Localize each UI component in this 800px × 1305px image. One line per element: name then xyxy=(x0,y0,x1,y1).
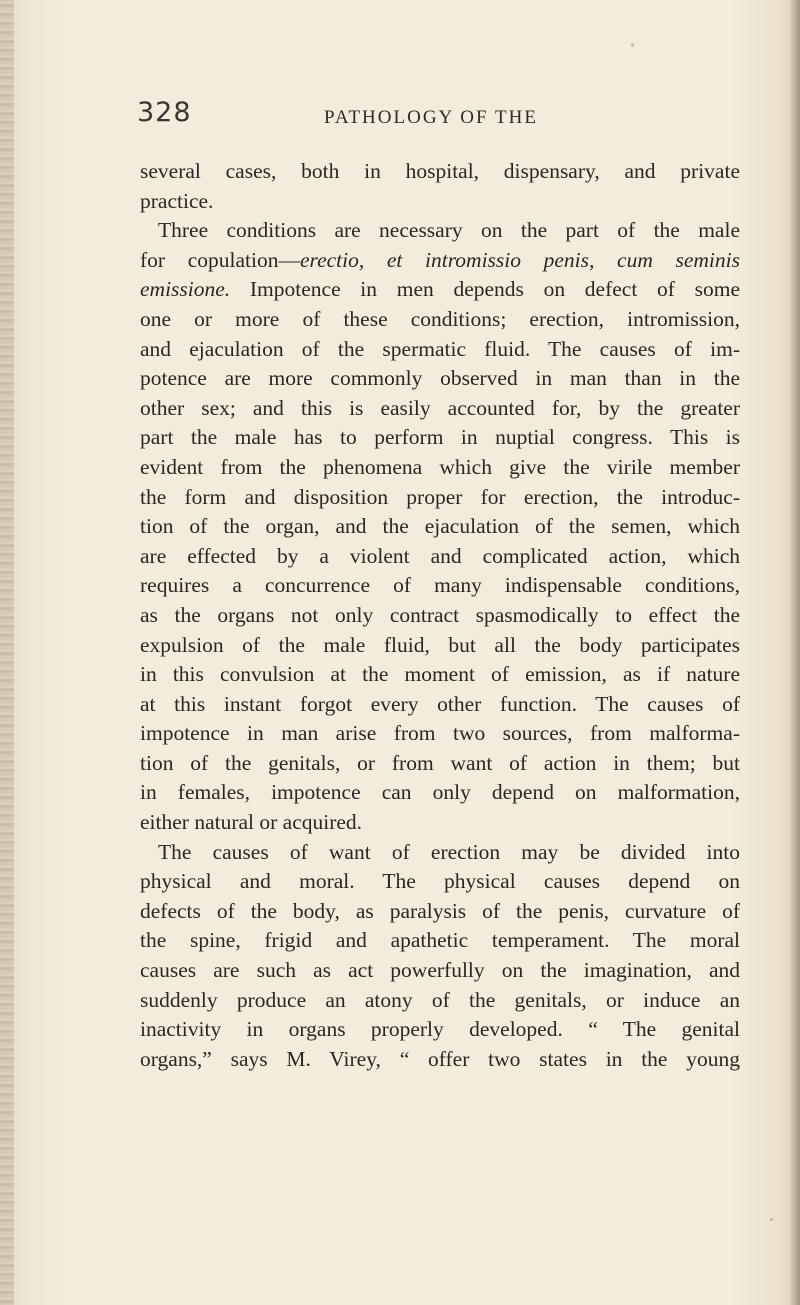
page-edge-right xyxy=(790,0,800,1305)
text-line: other sex; and this is easily accounted for, by the greater xyxy=(140,395,740,420)
page-edge-left xyxy=(0,0,14,1305)
running-title: PATHOLOGY OF THE xyxy=(324,107,538,128)
page-number: 328 xyxy=(137,97,192,128)
text-line: as the organs not only contract spasmodically to effect the xyxy=(140,602,740,627)
text-line: in females, impotence can only depend on malformation, xyxy=(140,780,740,805)
text-line: impotence in man arise from two sources, from malforma- xyxy=(140,721,740,746)
text-run: for copulation— xyxy=(140,247,300,272)
text-line: The causes of want of erection may be divided into xyxy=(158,839,740,864)
text-line: either natural or acquired. xyxy=(140,810,363,835)
text-line: the spine, frigid and apathetic temperament. The moral xyxy=(140,928,740,953)
text-line xyxy=(140,246,740,276)
paper-speck xyxy=(631,43,634,47)
italic-text: erectio, et intromissio penis, cum seminis xyxy=(299,247,740,272)
paper-speck xyxy=(770,1218,773,1221)
text-line: practice. xyxy=(140,188,214,213)
text-line: and ejaculation of the spermatic fluid. The causes of im- xyxy=(140,336,740,361)
text-line: are effected by a violent and complicated action, which xyxy=(140,543,740,568)
text-line: tion of the organ, and the ejaculation of the semen, which xyxy=(140,514,740,539)
text-line: at this instant forgot every other function. The causes of xyxy=(140,691,740,716)
text-line: requires a concurrence of many indispensable conditions, xyxy=(140,573,740,598)
text-line: organs,” says M. Virey, “ offer two states in the young xyxy=(140,1046,740,1071)
italic-text: emissione. xyxy=(140,277,231,302)
text-line: causes are such as act powerfully on the imagination, and xyxy=(140,958,740,983)
body-text xyxy=(140,157,740,1074)
text-line: the form and disposition proper for erection, the introduc- xyxy=(140,484,740,509)
text-line xyxy=(140,275,740,305)
text-line: physical and moral. The physical causes depend on xyxy=(140,869,740,894)
text-line: several cases, both in hospital, dispensary, and private xyxy=(140,159,740,183)
page-header xyxy=(137,97,737,147)
text-line: suddenly produce an atony of the genitals, or induce an xyxy=(140,987,740,1012)
text-run: Impotence in men depends on defect of some xyxy=(230,277,740,302)
text-line: Three conditions are necessary on the part of the male xyxy=(158,218,740,243)
text-line: tion of the genitals, or from want of action in them; but xyxy=(140,750,740,775)
text-line: one or more of these conditions; erection, intromission, xyxy=(140,306,740,331)
text-line: expulsion of the male fluid, but all the body participates xyxy=(140,632,740,657)
text-line: inactivity in organs properly developed. “ The genital xyxy=(140,1017,740,1042)
text-line: potence are more commonly observed in man than in the xyxy=(140,366,740,391)
text-line: defects of the body, as paralysis of the penis, curvature of xyxy=(140,898,740,923)
text-line: evident from the phenomena which give the virile member xyxy=(140,454,740,479)
text-line: in this convulsion at the moment of emission, as if nature xyxy=(140,662,740,687)
text-line: part the male has to perform in nuptial congress. This is xyxy=(140,425,740,450)
